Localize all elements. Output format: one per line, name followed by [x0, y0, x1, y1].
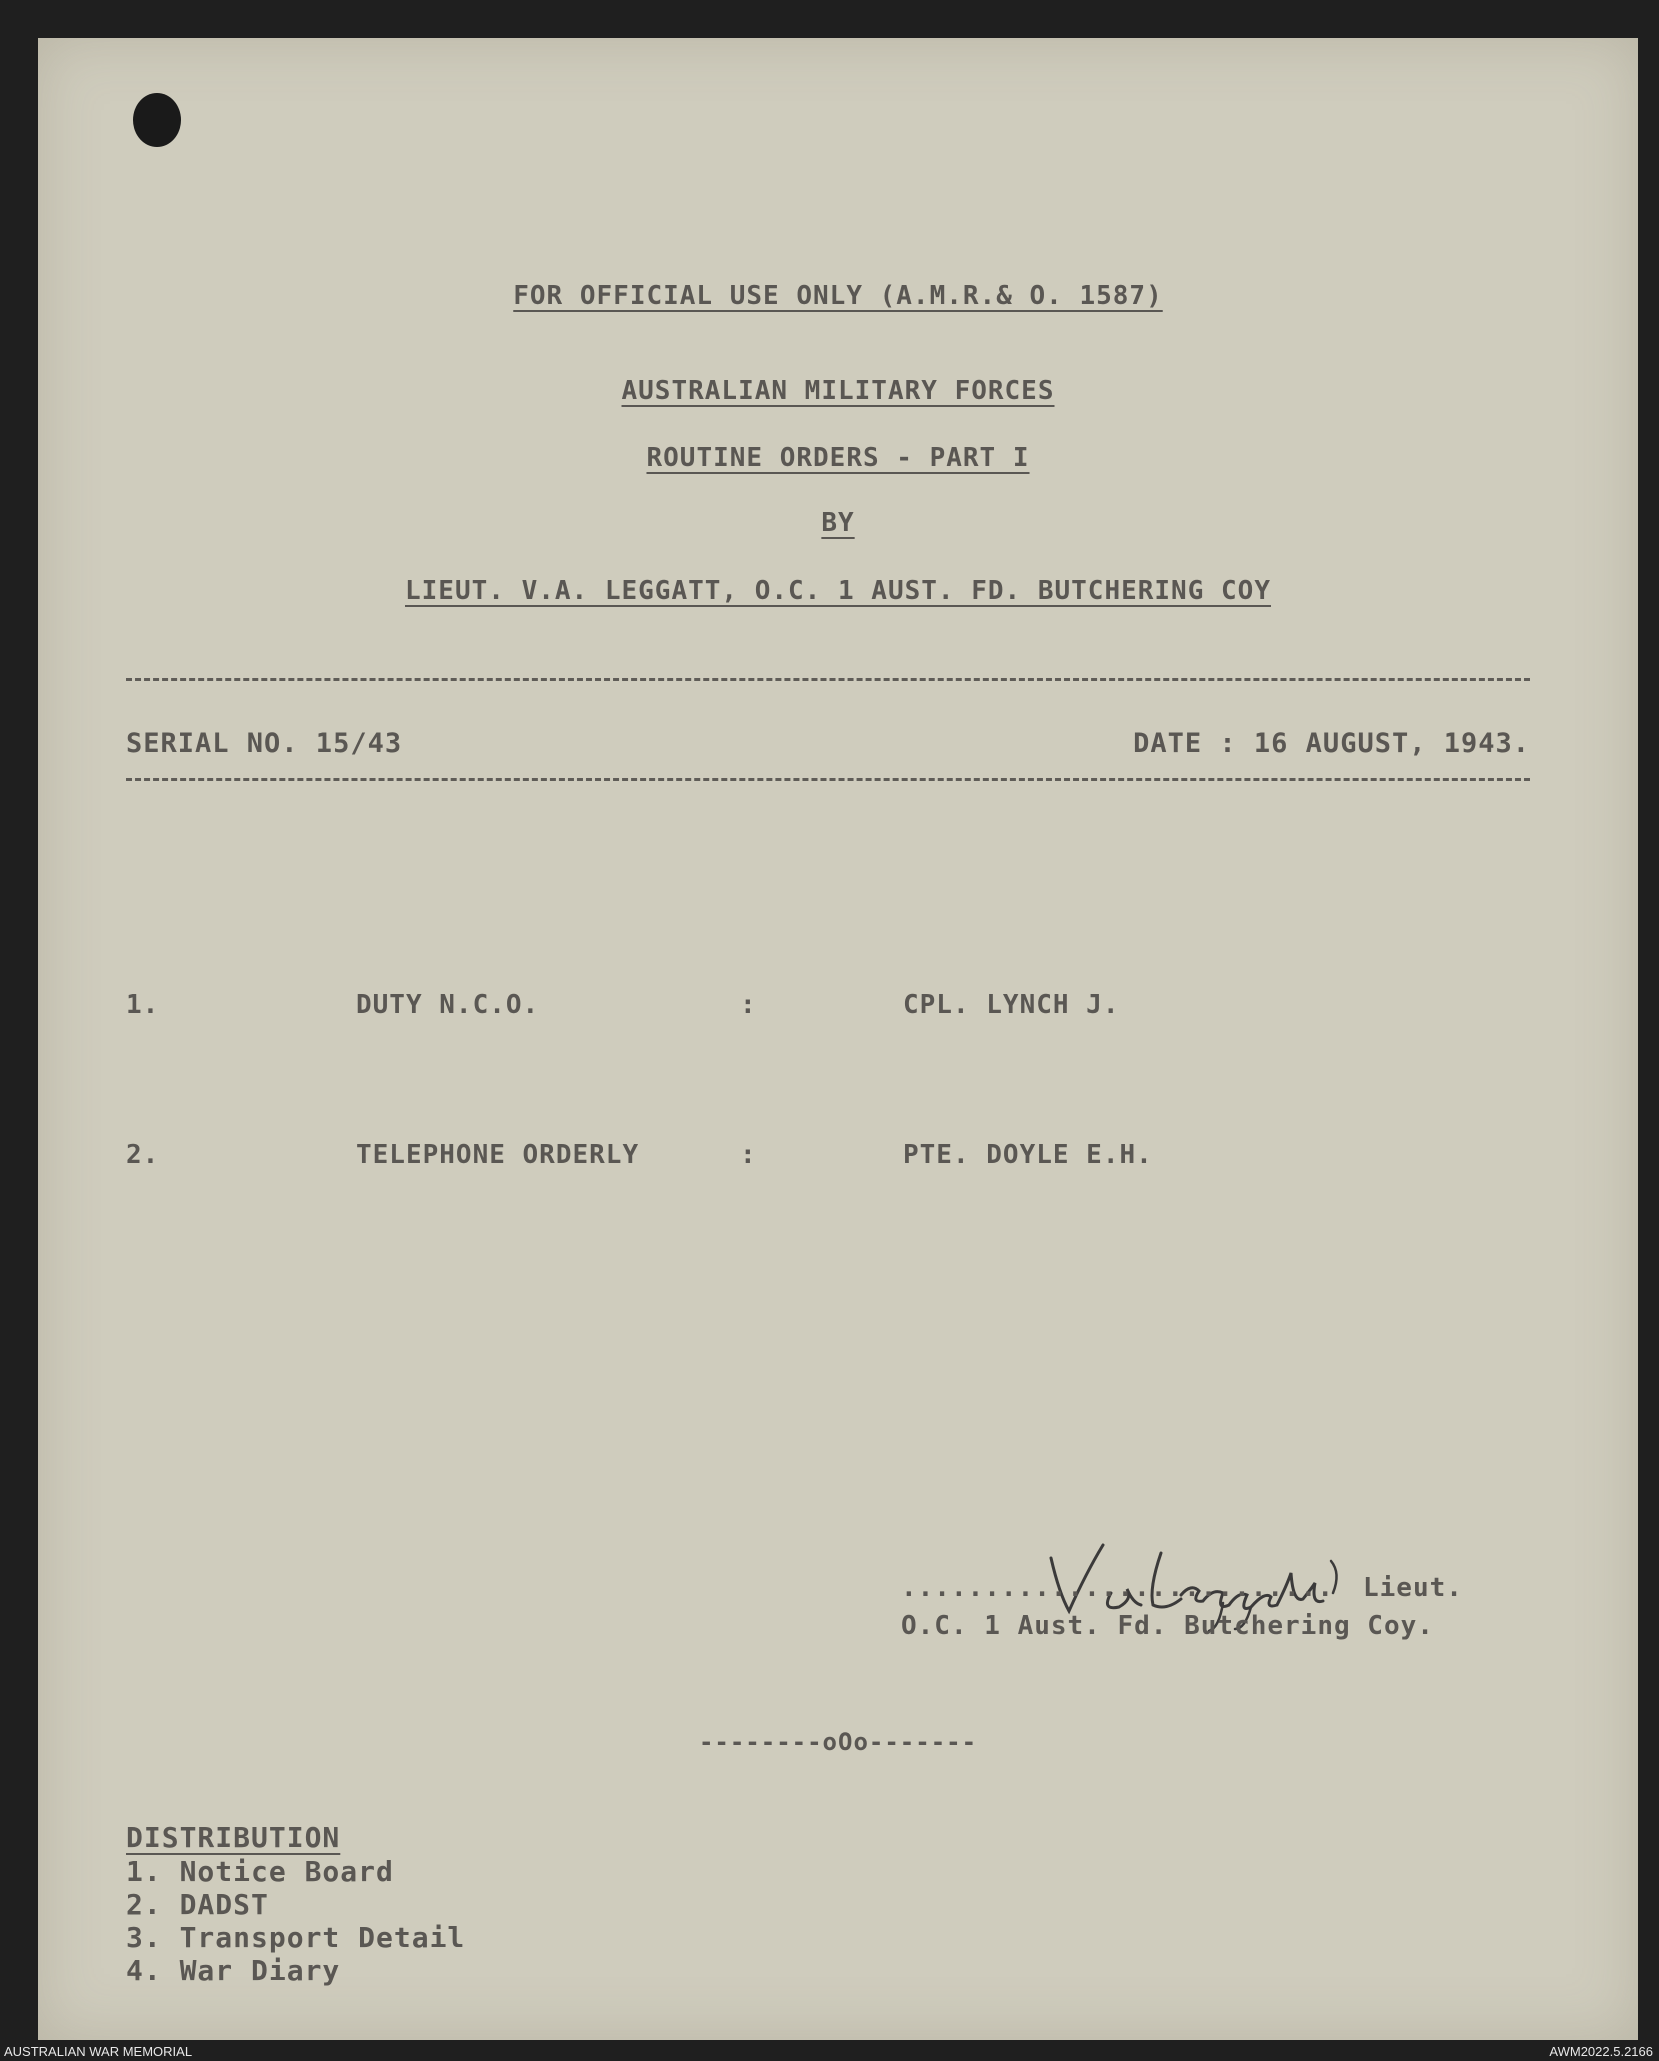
signature-rank: Lieut.	[1363, 1573, 1463, 1603]
order-date: DATE : 16 AUGUST, 1943.	[1133, 728, 1530, 759]
serial-number: SERIAL NO. 15/43	[126, 728, 403, 759]
distribution-item: 3. Transport Detail	[126, 1921, 466, 1954]
distribution-item: 1. Notice Board	[126, 1855, 394, 1888]
item-separator: :	[740, 1140, 757, 1170]
item-label: DUTY N.C.O.	[356, 990, 540, 1020]
item-number: 1.	[126, 990, 160, 1020]
item-label: TELEPHONE ORDERLY	[356, 1140, 640, 1170]
bottom-rule	[126, 778, 1530, 781]
order-item	[38, 990, 1638, 1030]
classification-heading: FOR OFFICIAL USE ONLY (A.M.R.& O. 1587)	[513, 281, 1163, 311]
top-rule	[126, 678, 1530, 681]
signature-dots: ..........................	[901, 1573, 1334, 1603]
item-value: PTE. DOYLE E.H.	[903, 1140, 1153, 1170]
item-separator: :	[740, 990, 757, 1020]
order-item	[38, 1140, 1638, 1180]
distribution-item: 2. DADST	[126, 1888, 269, 1921]
by-heading: BY	[821, 508, 855, 538]
issued-by-heading: LIEUT. V.A. LEGGATT, O.C. 1 AUST. FD. BUTCHERING COY	[405, 576, 1271, 606]
footer-archive-name: AUSTRALIAN WAR MEMORIAL	[4, 2044, 193, 2059]
footer-accession-number: AWM2022.5.2166	[1549, 2044, 1653, 2059]
signature-unit: O.C. 1 Aust. Fd. Butchering Coy.	[901, 1611, 1434, 1641]
end-mark: --------oOo-------	[698, 1728, 978, 1756]
distribution-title: DISTRIBUTION	[126, 1821, 341, 1854]
document-page	[38, 38, 1638, 2040]
order-title: ROUTINE ORDERS - PART I	[646, 443, 1030, 473]
item-value: CPL. LYNCH J.	[903, 990, 1120, 1020]
force-heading: AUSTRALIAN MILITARY FORCES	[621, 376, 1055, 406]
item-number: 2.	[126, 1140, 160, 1170]
punch-hole	[133, 93, 181, 147]
distribution-item: 4. War Diary	[126, 1954, 341, 1987]
